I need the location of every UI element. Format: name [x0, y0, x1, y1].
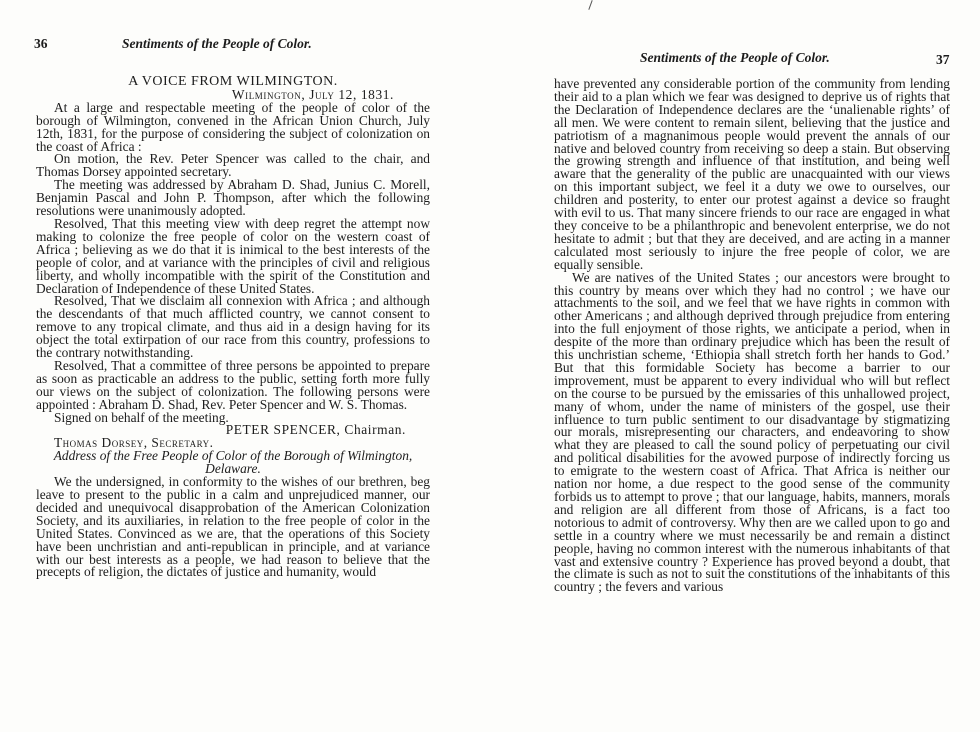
right-page [488, 0, 980, 732]
address-title: Address of the Free People of Color of the Borough of Wilmington, Delaware. [53, 448, 413, 477]
running-head: Sentiments of the People of Color. [640, 50, 830, 65]
chairman-signature: PETER SPENCER, Chairman. [225, 422, 406, 438]
resolution: Resolved, That a committee of three persons be appointed to prepare as soon as practicable an address to the public, setting forth more fully our views on the subject of colonization. The following persons were appointed : Abraham D. Shad, Rev. Peter Spencer and W. S. Thomas. [36, 357, 430, 412]
resolution: Resolved, That we disclaim all connexion with Africa ; and although the descendants of that much afflicted country, we cannot consent to remove to any tropical climate, and thus aid in a design having for its object the total extirpation of our race from this country, professions to the contrary notwithstanding. [36, 293, 430, 361]
secretary-signature: Thomas Dorsey, Secretary. [54, 435, 214, 451]
paragraph: have prevented any considerable portion of the community from lending their aid to a plan which we fear was designed to deprive us of rights that the Declaration of Independence declares are the ‘unalienable rights’ of all men. We were content to remain silent, believing that the justice and patriotism of a magnanimous people would prevent the annals of our native and beloved country from receiving so deep a stain. But observing the growing strength and influence of that institution, and being well aware that the generality of the public are unacquainted with our views on this important subject, we feel it a duty we owe to ourselves, our children and posterity, to enter our protest against a device so fraught with evil to us. That many sincere friends to our race are engaged in what they conceive to be a philanthropic and benevolent enterprise, we do not hesitate to admit ; but that they are deceived, and are acting in a manner calculated most seriously to injure the free people of color, we are equally sensible. [554, 76, 950, 272]
paragraph: At a large and respectable meeting of the people of color of the borough of Wilmington, convened in the African Union Church, July 12th, 1831, for the purpose of considering the subject of colonization on the coast of Africa : [36, 99, 430, 154]
article-title: A VOICE FROM WILMINGTON. [128, 74, 338, 89]
paragraph: We the undersigned, in conformity to the wishes of our brethren, beg leave to present to the public in a calm and unprejudiced manner, our decided and unequivocal disapprobation of the American Colonization Society, and its auxiliaries, in relation to the free people of color in the United States. Convinced as we are, that the operations of this Society have been unchristian and anti-republican in principle, and at variance with our best interests as a people, we had reason to believe that the precepts of religion, the dictates of justice and humanity, would [36, 474, 430, 580]
paragraph: Signed on behalf of the meeting. [54, 409, 229, 425]
right-page-body [554, 78, 950, 594]
running-head: Sentiments of the People of Color. [122, 36, 312, 51]
page-number: 36 [34, 36, 48, 51]
page-number: 37 [936, 52, 950, 67]
paragraph: We are natives of the United States ; our ancestors were brought to this country by means over which they had no control ; we have our attachments to the soil, and we feel that we have rights in common with other Americans ; and although deprived through prejudice from entering into the full enjoyment of those rights, we anticipate a period, when in despite of the more than ordinary prejudice which has been the result of this unchristian scheme, ‘Ethiopia shall stretch forth her hands to God.’ But that this formidable Society has become a barrier to our improvement, must be apparent to every individual who will but reflect on the course to be pursued by the emissaries of this unhallowed project, many of whom, under the name of ministers of the gospel, use their influence to turn public sentiment to our disadvantage by stigmatizing our morals, misrepresenting our characters, and endeavoring to show what they are pleased to call the sound policy of perpetuating our civil and political disabilities for the avowed purpose of indirectly forcing us to emigrate to the western coast of Africa. That Africa is neither our nation nor home, a due respect to the good sense of the community forbids us to attempt to prove ; that our language, habits, manners, morals and religion are all different from those of Africans, is a fact too notorious to admit of controversy. Why then are we called upon to go and settle in a country where we must necessarily be and remain a distinct people, having no common interest with the numerous inhabitants of that vast and extensive country ? Experience has proved beyond a doubt, that the climate is such as not to suit the constitutions of the inhabitants of this country ; the fevers and various [554, 269, 950, 595]
paragraph: The meeting was addressed by Abraham D. Shad, Junius C. Morell, Benjamin Pascal and John P. Thompson, after which the following resolutions were unanimously adopted. [36, 177, 430, 219]
dateline: Wilmington, July 12, 1831. [231, 86, 394, 102]
paragraph: On motion, the Rev. Peter Spencer was called to the chair, and Thomas Dorsey appointed secretary. [36, 151, 430, 180]
left-page-body [36, 76, 430, 579]
left-page [0, 0, 470, 732]
resolution: Resolved, That this meeting view with deep regret the attempt now making to colonize the free people of color on the western coast of Africa ; believing as we do that it is inimical to the best interests of the people of color, and at variance with the principles of civil and religious liberty, and wholly incompatible with the spirit of the Constitution and Declaration of Independence of these United States. [36, 215, 430, 296]
